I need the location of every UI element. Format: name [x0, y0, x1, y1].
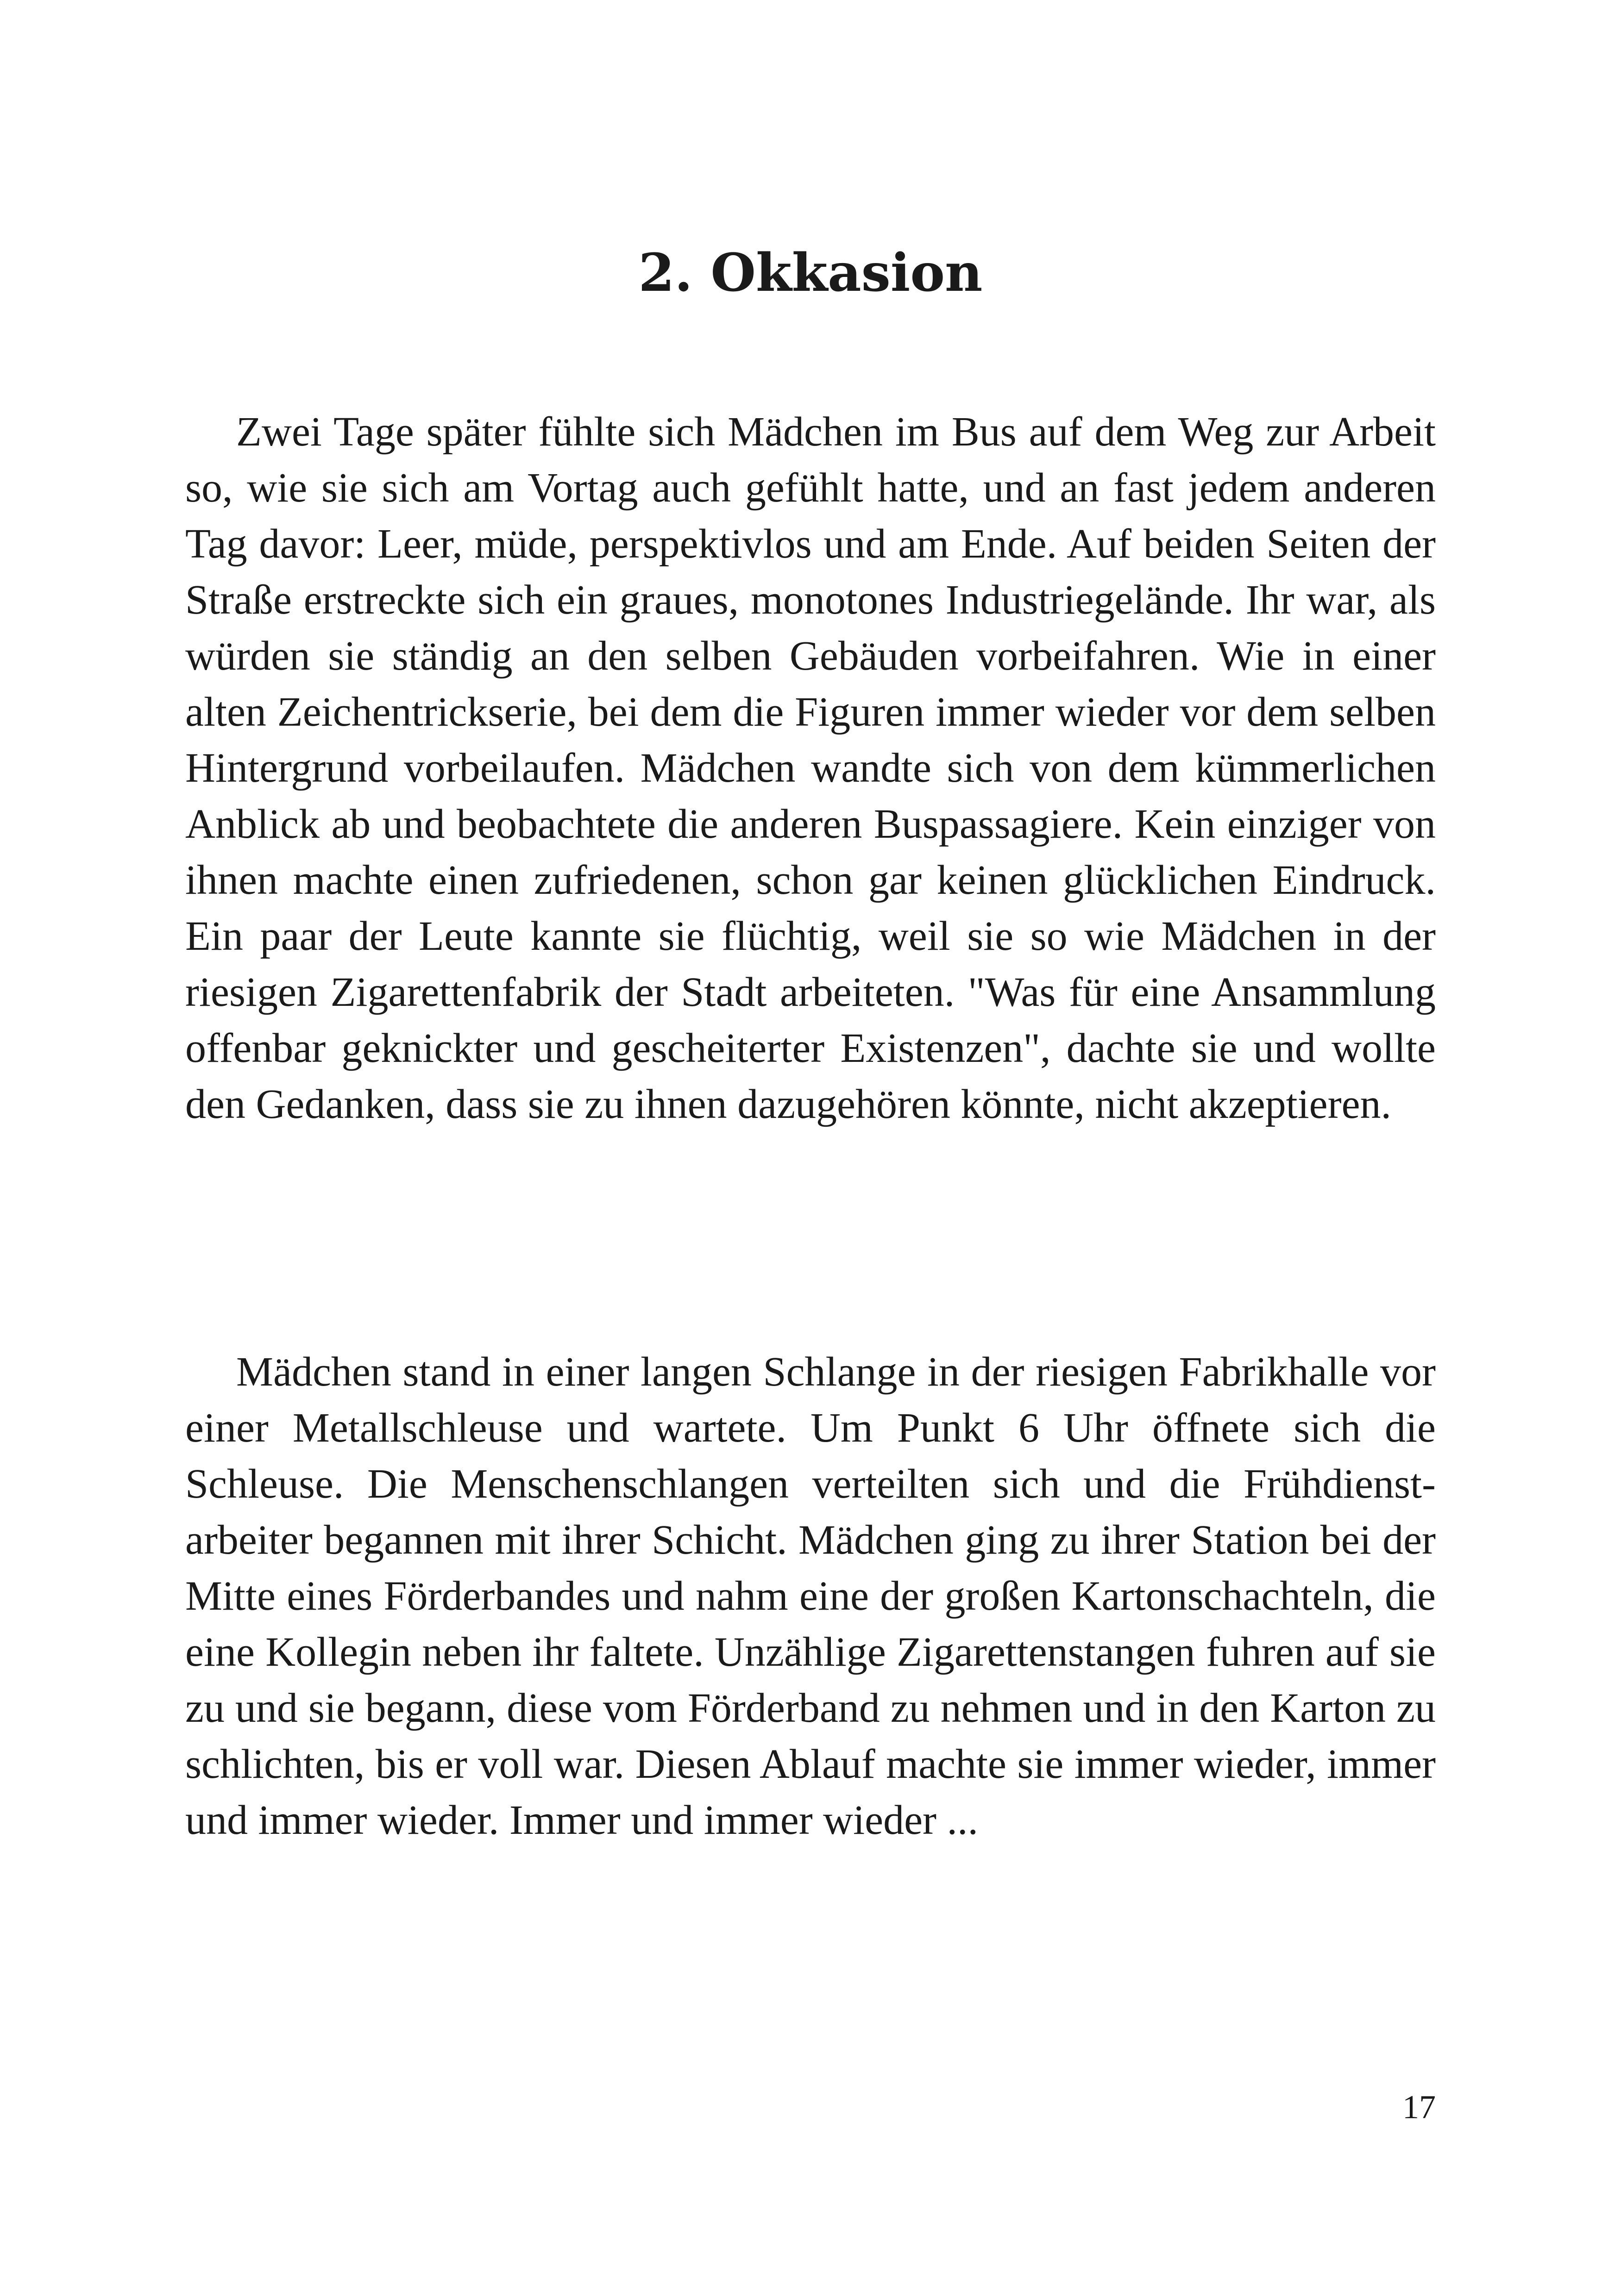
- body-paragraph: Mädchen stand in einer langen Schlange in der riesigen Fabrikhalle vor einer Metallschleuse und wartete. Um Punkt 6 Uhr öffnete sich die Schleuse. Die Menschenschlangen verteilten sich und die Frühdienstarbeiter begannen mit ihrer Schicht. Mädchen ging zu ihrer Station bei der Mitte eines Förderbandes und nahm eine der großen Kartonschachteln, die eine Kollegin neben ihr faltete. Unzählige Zigarettenstangen fuhren auf sie zu und sie begann, diese vom Förderband zu nehmen und in den Karton zu schlichten, bis er voll war. Diesen Ablauf machte sie immer wieder, immer und immer wieder. Immer und immer wieder ...: [185, 1349, 1436, 1843]
- page-number: 17: [1402, 2089, 1436, 2126]
- body-paragraph: Zwei Tage später fühlte sich Mädchen im Bus auf dem Weg zur Arbeit so, wie sie sich am Vortag auch gefühlt hatte, und an fast jedem anderen Tag davor: Leer, müde, perspektivlos und am Ende. Auf beiden Seiten der Straße erstreckte sich ein graues, monotones Industriegelände. Ihr war, als würden sie ständig an den selben Gebäuden vorbeifahren. Wie in einer alten Zeichentrickserie, bei dem die Figuren immer wieder vor dem selben Hintergrund vorbeilaufen. Mädchen wandte sich von dem kümmerlichen Anblick ab und beobachtete die anderen Buspassagiere. Kein einziger von ihnen machte einen zufriedenen, schon gar keinen glücklichen Eindruck. Ein paar der Leute kannte sie flüchtig, weil sie so wie Mädchen in der riesigen Zigarettenfabrik der Stadt arbeiteten. "Was für eine Ansammlung offenbar geknickter und gescheiterter Existenzen", dachte sie und wollte den Gedanken, dass sie zu ihnen dazugehören könnte, nicht akzeptieren.: [185, 409, 1436, 1127]
- chapter-title: 2. Okkasion: [638, 243, 983, 303]
